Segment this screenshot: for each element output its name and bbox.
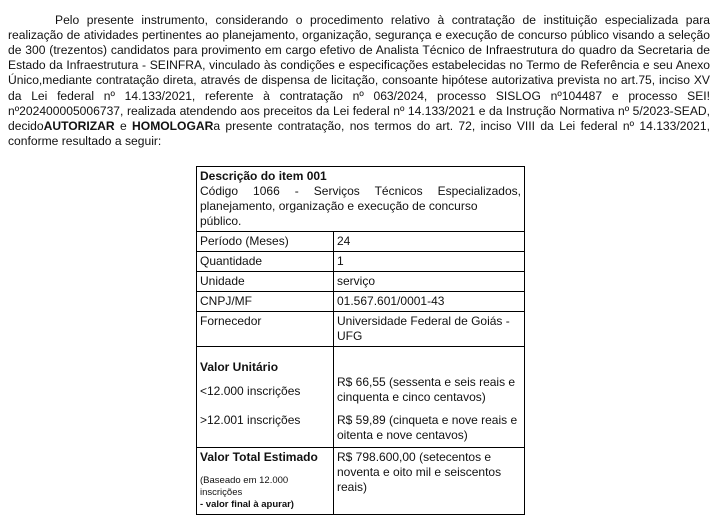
intro-text-3: a presente contratação, nos termos do art. 72, inciso VIII da Lei federal nº 14.133/2021, conforme resultado a seguir:	[8, 118, 710, 148]
intro-paragraph	[8, 13, 710, 149]
table-row	[197, 312, 525, 347]
table-row	[197, 272, 525, 292]
valor-total-value: R$ 798.600,00 (setecentos e noventa e oito mil e seiscentos reais)	[334, 448, 525, 515]
cnpj-label: CNPJ/MF	[197, 292, 334, 312]
intro-text-2: e	[114, 118, 133, 133]
valor-total-label: Valor Total Estimado	[200, 450, 318, 464]
valor-unitario-label-cell	[197, 347, 334, 448]
intro-text-1: Pelo presente instrumento, considerando o procedimento relativo à contratação de instituição especializada para realização de atividades pertinentes ao planejamento, organização, segurança e execução de concurso público visando a seleção de 300 (trezentos) candidatos para provimento em cargo efetivo de Analista Técnico de Infraestrutura do quadro da Secretaria de Estado da Infraestrutura - SEINFRA, vinculado às condições e especificações estabelecidas no Termo de Referência e seu Anexo Único,mediante contratação direta, através de dispensa de licitação, consoante hipótese autorizativa prevista no art.75, inciso XV da Lei federal nº 14.133/2021, referente à contratação nº 063/2024, processo SISLOG nº104487 e processo SEI! nº202400005006737, realizada atendendo aos preceitos da Lei federal nº 14.133/2021 e da Instrução Normativa nº 5/2023-SEAD, decido	[8, 13, 710, 133]
tier2-label: >12.001 inscrições	[200, 413, 301, 427]
quantidade-label: Quantidade	[197, 252, 334, 272]
item-header-title: Descrição do item 001	[200, 169, 327, 183]
valor-total-note-1: (Baseado em 12.000 inscrições	[200, 475, 289, 498]
periodo-label: Período (Meses)	[197, 232, 334, 252]
periodo-value: 24	[334, 232, 525, 252]
valor-unitario-value-cell	[334, 347, 525, 448]
valor-total-label-cell	[197, 448, 334, 515]
unidade-label: Unidade	[197, 272, 334, 292]
item-table	[196, 166, 525, 515]
item-header-cell	[197, 167, 525, 232]
valor-total-row	[197, 448, 525, 515]
item-header-row	[197, 167, 525, 232]
tier2-value: R$ 59,89 (cinqueta e nove reais e oitenta e nove centavos)	[337, 413, 518, 442]
tier1-value: R$ 66,55 (sessenta e seis reais e cinquenta e cinco centavos)	[337, 375, 516, 404]
table-row	[197, 232, 525, 252]
table-row	[197, 292, 525, 312]
fornecedor-value: Universidade Federal de Goiás - UFG	[334, 312, 525, 347]
item-header-desc-line1: Código 1066 - Serviços Técnicos Especializados,	[200, 184, 521, 198]
valor-unitario-label: Valor Unitário	[200, 360, 279, 374]
quantidade-value: 1	[334, 252, 525, 272]
homologar-emphasis: HOMOLOGAR	[132, 118, 214, 133]
fornecedor-label: Fornecedor	[197, 312, 334, 347]
valor-total-note-2: - valor final à apurar)	[200, 499, 294, 510]
tier1-label: <12.000 inscrições	[200, 384, 301, 398]
autorizar-emphasis: AUTORIZAR	[43, 118, 115, 133]
valor-unitario-row	[197, 347, 525, 448]
item-header-desc-line2: planejamento, organização e execução de concurso público.	[200, 199, 478, 228]
cnpj-value: 01.567.601/0001-43	[334, 292, 525, 312]
unidade-value: serviço	[334, 272, 525, 292]
table-row	[197, 252, 525, 272]
